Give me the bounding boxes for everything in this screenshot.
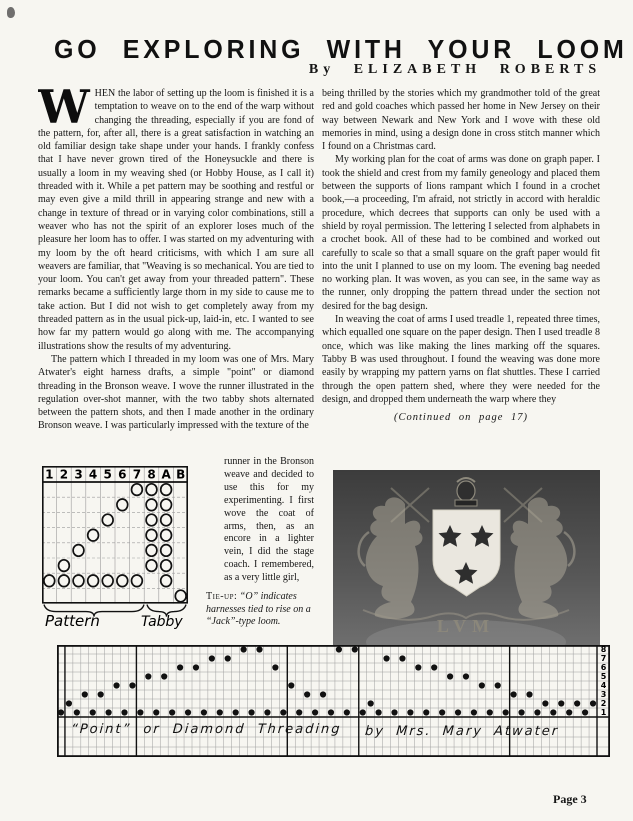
- tieup-circle: [59, 560, 70, 572]
- threading-dot: [98, 691, 104, 697]
- threading-dot: [574, 700, 580, 706]
- threading-dot: [304, 691, 310, 697]
- tieup-circle: [161, 529, 172, 541]
- threading-dot: [376, 709, 382, 715]
- tieup-circle: [161, 560, 172, 572]
- threading-dot: [447, 673, 453, 679]
- threading-dot: [328, 709, 334, 715]
- tieup-col-label: B: [176, 467, 186, 482]
- threading-dot: [185, 709, 191, 715]
- threading-dot: [113, 682, 119, 688]
- paragraph-text: HEN the labor of setting up the loom is finished it is a temptation to weave on to the end of the warp without changing the threading, especially if you are fond of the pattern, for, after all, there is a great satisfaction in watching an old familiar design take shape under your hands. I frankly confess that I have never grown tired of the Honeysuckle and there is usually a loom in my weaving shed (or Hobby House, as I call it) threaded with it. While a pet pattern may be soothing and restful or may even give a mild thrill in appearing strange and new with a change in texture of thread or in varying color combinations, still a weaver who has not the spirit of an explorer loses much of the pleasure her loom has to offer. I was started on my adventuring with my loom by the oft heard criticisms, with which I am sure all weavers are familiar, that "Weaving is so mechanical. You are tied to your loom. You can't get away from your threaded pattern". These remarks became a sufficiently large thorn in my side to cause me to take action. But I did not wish to get completely away from my threaded pattern as in the usual pick-up, laid-in, etc. I wanted to see how far my pattern would go along with me. The accompanying illustrations show the results of my adventuring.: [38, 88, 314, 352]
- paragraph: My working plan for the coat of arms was done on graph paper. I took the shield and crest from my family geneology and placed them between the supports of lions rampant which I found in a crochet book,—a proceeding, I'm afraid, not strictly in accord with heraldic procedure, which decrees that supports can only be used with a shield by royal permission. The lettering I selected from alphabets in a crochet book. All of these had to be combined and worked out carefully to scale so that a small square on the graft paper would fit into the unit I planned to use on my loom. The evening bag needed no working plan. It was woven, as you can see, in the same way as the runner, only dropping the pattern thread under the section not desired for the bag design.: [322, 154, 600, 312]
- threading-dot: [296, 709, 302, 715]
- threading-dot: [582, 709, 588, 715]
- threading-row-label: 4: [600, 681, 607, 690]
- threading-dot: [407, 709, 413, 715]
- threading-dot: [487, 709, 493, 715]
- tieup-circle: [73, 545, 84, 557]
- threading-dot: [233, 709, 239, 715]
- tieup-col-label: 3: [74, 467, 83, 482]
- left-text-column: [38, 87, 314, 463]
- threading-row-label: 1: [600, 708, 607, 717]
- threading-row-label: 5: [600, 672, 607, 681]
- tieup-circle: [161, 545, 172, 557]
- threading-dot: [391, 709, 397, 715]
- tieup-col-label: 6: [118, 467, 127, 482]
- tieup-circle: [175, 590, 186, 602]
- threading-row-label: 8: [600, 645, 607, 654]
- threading-dot: [137, 709, 143, 715]
- threading-dot: [495, 682, 501, 688]
- threading-dot: [558, 700, 564, 706]
- tieup-circle: [161, 575, 172, 587]
- threading-dot: [320, 691, 326, 697]
- tieup-pattern-label: Pattern: [45, 612, 100, 630]
- tieup-col-label: 5: [103, 467, 112, 482]
- threading-dot: [201, 709, 207, 715]
- threading-dot: [58, 709, 64, 715]
- tieup-circle: [146, 545, 157, 557]
- threading-row-label: 3: [600, 690, 607, 699]
- paragraph: being thrilled by the stories which my grandmother told of the great red and gold coaches which passed her home in New Jersey on their way between Newark and New York and I wove with these old memories in mind, using a design done in cross stitch manner which I found on a Christmas card.: [322, 88, 600, 153]
- threading-dot: [455, 709, 461, 715]
- threading-dot: [90, 709, 96, 715]
- paragraph: [38, 87, 314, 353]
- threading-draft: [57, 645, 610, 762]
- threading-dot: [145, 673, 151, 679]
- threading-dot: [439, 709, 445, 715]
- tieup-circle: [146, 560, 157, 572]
- threading-caption-right: by Mrs. Mary Atwater: [364, 724, 560, 739]
- tieup-col-label: 8: [147, 467, 156, 482]
- tieup-circle: [161, 499, 172, 511]
- threading-dot: [463, 673, 469, 679]
- threading-dot: [526, 691, 532, 697]
- threading-dot: [153, 709, 159, 715]
- tieup-draft-diagram: [42, 466, 188, 630]
- tieup-caption-title: Tie-up:: [206, 591, 238, 602]
- crest-helm: [455, 478, 477, 506]
- threading-dot: [566, 709, 572, 715]
- threading-dot: [550, 709, 556, 715]
- tieup-circle: [117, 499, 128, 511]
- scan-artifact-mark: [7, 7, 15, 18]
- threading-dot: [82, 691, 88, 697]
- threading-dot: [399, 655, 405, 661]
- threading-row-label: 2: [600, 699, 607, 708]
- threading-dot: [248, 709, 254, 715]
- tieup-circle: [88, 529, 99, 541]
- threading-dot: [193, 664, 199, 670]
- threading-dot: [431, 664, 437, 670]
- tieup-col-label: 2: [59, 467, 69, 482]
- tieup-grid-svg: [42, 466, 188, 630]
- threading-dot: [336, 646, 342, 652]
- threading-dot: [106, 709, 112, 715]
- threading-dot: [590, 700, 596, 706]
- paragraph: The pattern which I threaded in my loom was one of Mrs. Mary Atwater's eight harness drafts, a simple "point" or diamond threading in the Bronson weave. I wove the runner illustrated in the regulation over-shot manner, with the two tabby shots alternated between the pattern shots, and then I made another in the ordinary Bronson weave. I was particularly impressed with the texture of the: [38, 353, 314, 432]
- threading-dot: [74, 709, 80, 715]
- threading-dot: [256, 646, 262, 652]
- tieup-circle: [88, 575, 99, 587]
- threading-dot: [264, 709, 270, 715]
- threading-dot: [471, 709, 477, 715]
- byline: By ELIZABETH ROBERTS: [308, 62, 602, 77]
- tieup-circle: [146, 514, 157, 526]
- tieup-circle: [59, 575, 70, 587]
- threading-dot: [415, 664, 421, 670]
- tieup-col-label: A: [161, 467, 171, 482]
- threading-dot: [217, 709, 223, 715]
- threading-dot: [479, 682, 485, 688]
- tieup-col-label: 4: [88, 467, 98, 482]
- threading-dot: [534, 709, 540, 715]
- tieup-circle: [73, 575, 84, 587]
- page-number: Page 3: [553, 792, 587, 806]
- threading-dot: [383, 655, 389, 661]
- right-text-column: [322, 87, 600, 424]
- drop-cap: W: [38, 87, 90, 134]
- tieup-circle: [132, 575, 143, 587]
- tieup-circle: [102, 575, 113, 587]
- threading-dot: [241, 646, 247, 652]
- threading-dot: [129, 682, 135, 688]
- tieup-circle: [132, 484, 143, 496]
- threading-dot: [503, 709, 509, 715]
- tieup-col-label: 7: [132, 467, 142, 482]
- tieup-caption-text: “O” indicates harnesses tied to rise on a “Jack”-type loom.: [206, 591, 311, 628]
- threading-dot: [511, 691, 517, 697]
- continued-notice: (Continued on page 17): [393, 412, 529, 424]
- tieup-circle: [102, 514, 113, 526]
- wrapped-text-column: runner in the Bronson weave and decided to use this for my experimenting. I first wove the coat of arms, then, as an encore in a lighter vein, I did the stage coach. I remembered, as a very little girl,: [224, 456, 314, 584]
- tieup-circle: [44, 575, 55, 587]
- threading-dot: [312, 709, 318, 715]
- threading-dot: [288, 682, 294, 688]
- tieup-circle: [117, 575, 128, 587]
- threading-dot: [66, 700, 72, 706]
- threading-dot: [225, 655, 231, 661]
- coat-of-arms-photo: [333, 470, 600, 645]
- threading-caption-left: “Point” or Diamond Threading: [70, 722, 342, 737]
- threading-grid: [57, 645, 610, 764]
- threading-dot: [161, 673, 167, 679]
- coat-of-arms-illustration: [333, 470, 600, 645]
- tieup-circle: [146, 529, 157, 541]
- threading-dot: [368, 700, 374, 706]
- tieup-circle: [146, 499, 157, 511]
- tieup-circle: [161, 514, 172, 526]
- threading-row-label: 7: [600, 654, 607, 663]
- paragraph: In weaving the coat of arms I used treadle 1, repeated three times, which equalled one square on the paper design. Then I used treadle 8 once, which was like making the lines marking off the squares. Tabby B was used throughout. I found the weaving was done more easily by wrapping my pattern yarns on flat shuttles. These I carried through the open pattern shed, where they were needed for the design, and dropped them underneath the warp where they: [322, 314, 600, 405]
- threading-dot: [542, 700, 548, 706]
- threading-grid-svg: [57, 645, 610, 759]
- tieup-circle: [161, 484, 172, 496]
- tieup-col-label: 1: [45, 467, 54, 482]
- threading-dot: [272, 664, 278, 670]
- article-title: GO EXPLORING WITH YOUR LOOM: [54, 34, 628, 64]
- threading-dot: [209, 655, 215, 661]
- threading-dot: [423, 709, 429, 715]
- threading-dot: [344, 709, 350, 715]
- threading-row-label: 6: [600, 663, 607, 672]
- threading-dot: [177, 664, 183, 670]
- tieup-caption: [206, 591, 314, 629]
- threading-dot: [352, 646, 358, 652]
- tieup-circle: [146, 484, 157, 496]
- threading-dot: [280, 709, 286, 715]
- monogram-text: LVM: [436, 616, 496, 636]
- threading-dot: [518, 709, 524, 715]
- threading-dot: [169, 709, 175, 715]
- threading-dot: [121, 709, 127, 715]
- threading-dot: [360, 709, 366, 715]
- tieup-tabby-label: Tabby: [141, 614, 183, 630]
